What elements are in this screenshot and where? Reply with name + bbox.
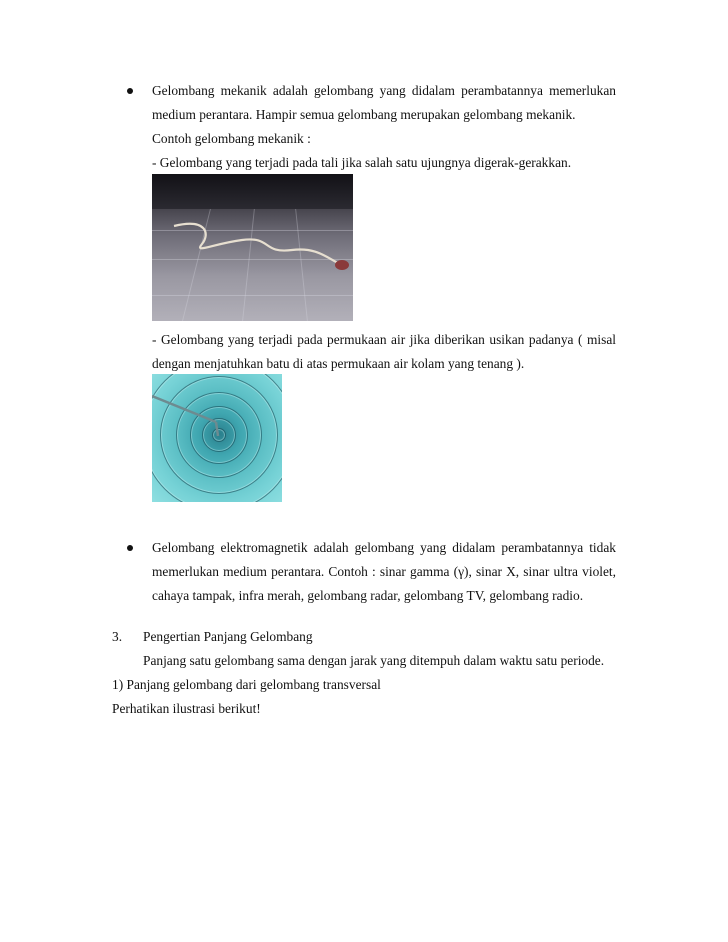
rope-wave-photo: [152, 174, 353, 321]
subsection-heading: 1) Panjang gelombang dari gelombang transversal: [112, 677, 381, 692]
rope-icon: [152, 174, 353, 321]
section-body: Panjang satu gelombang sama dengan jarak yang ditempuh dalam waktu satu periode.: [143, 653, 605, 668]
example-line: dengan menjatuhkan batu di atas permukaan air kolam yang tenang ).: [152, 356, 525, 371]
paragraph-line: memerlukan medium perantara. Contoh : sinar gamma (γ), sinar X, sinar ultra violet,: [152, 564, 616, 579]
section-number: 3.: [112, 629, 123, 644]
paragraph-line: cahaya tampak, infra merah, gelombang radar, gelombang TV, gelombang radio.: [152, 588, 584, 603]
example-line: - Gelombang yang terjadi pada permukaan air jika diberikan usikan padanya ( misal: [152, 332, 616, 347]
section-heading: Pengertian Panjang Gelombang: [143, 629, 313, 644]
paragraph-line: Gelombang mekanik adalah gelombang yang didalam perambatannya memerlukan: [152, 83, 616, 98]
dipper-rod-icon: [152, 374, 282, 502]
paragraph-line: medium perantara. Hampir semua gelombang merupakan gelombang mekanik.: [152, 107, 576, 122]
paragraph-line: Gelombang elektromagnetik adalah gelombang yang didalam perambatannya tidak: [152, 540, 616, 555]
bullet-marker: [127, 545, 133, 551]
bullet-marker: [127, 88, 133, 94]
paragraph-line: Contoh gelombang mekanik :: [152, 131, 311, 146]
instruction-text: Perhatikan ilustrasi berikut!: [112, 701, 261, 716]
example-line: - Gelombang yang terjadi pada tali jika salah satu ujungnya digerak-gerakkan.: [152, 155, 572, 170]
water-ripple-photo: [152, 374, 282, 502]
